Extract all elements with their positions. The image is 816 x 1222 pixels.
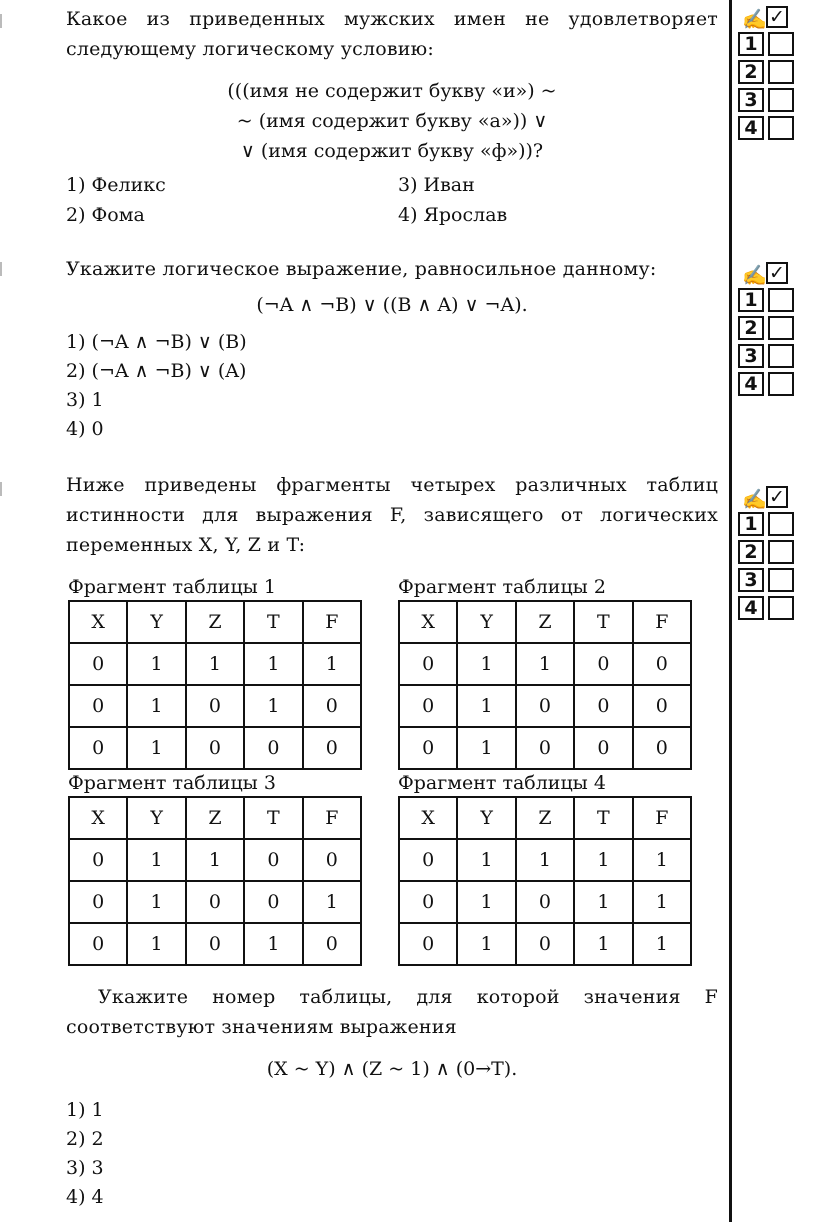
answer-row-4	[738, 116, 802, 144]
option-2[interactable]: 2) 2	[66, 1128, 104, 1150]
table-header-cell: T	[574, 601, 632, 643]
table-cell: 1	[633, 881, 691, 923]
answer-grid-header	[738, 486, 802, 512]
option-1[interactable]: 1) (¬A ∧ ¬B) ∨ (B)	[66, 331, 247, 353]
table-caption: Фрагмент таблицы 4	[398, 772, 606, 794]
option-1[interactable]: 1) 1	[66, 1099, 104, 1121]
table-cell: 1	[633, 923, 691, 965]
table-cell: 0	[574, 727, 632, 769]
answer-number: 1	[738, 32, 764, 56]
truth-table-fragment-2	[398, 576, 692, 770]
truth-table	[68, 796, 362, 966]
table-cell: 1	[516, 643, 574, 685]
answer-checkbox[interactable]	[768, 512, 794, 536]
table-cell: 0	[69, 643, 127, 685]
table-header-cell: F	[633, 797, 691, 839]
answer-number: 2	[738, 60, 764, 84]
table-cell: 0	[186, 923, 244, 965]
table-header-cell: Z	[186, 601, 244, 643]
table-header-cell: Z	[186, 797, 244, 839]
table-cell: 0	[69, 685, 127, 727]
question-1-options	[66, 170, 718, 230]
table-cell: 1	[127, 881, 185, 923]
answer-checkbox[interactable]	[768, 60, 794, 84]
checkbox-icon: ✓	[766, 486, 788, 508]
table-header-cell: X	[69, 797, 127, 839]
table-cell: 0	[69, 923, 127, 965]
margin-mark	[0, 482, 2, 496]
table-header-cell: F	[303, 797, 361, 839]
table-cell: 0	[574, 685, 632, 727]
answer-checkbox[interactable]	[768, 288, 794, 312]
answer-grid-1	[738, 6, 802, 144]
answer-row-1	[738, 512, 802, 540]
option-3[interactable]: 3) 1	[66, 389, 104, 411]
question-3-options	[66, 1096, 718, 1212]
table-cell: 0	[186, 727, 244, 769]
option-3[interactable]: 3) 3	[66, 1157, 104, 1179]
table-cell: 1	[186, 643, 244, 685]
formula-line: (((имя не содержит букву «и») ~	[227, 80, 557, 102]
table-header-cell: Y	[457, 797, 515, 839]
table-cell: 0	[633, 727, 691, 769]
answer-number: 3	[738, 88, 764, 112]
question-3-task	[66, 982, 718, 1212]
answer-number: 4	[738, 116, 764, 140]
question-2-formula: (¬A ∧ ¬B) ∨ ((B ∧ A) ∨ ¬A).	[256, 294, 528, 316]
answer-checkbox[interactable]	[768, 596, 794, 620]
pen-icon: ✍	[742, 263, 767, 287]
table-header-cell: F	[303, 601, 361, 643]
option-4[interactable]: 4) Ярослав	[398, 204, 508, 226]
table-header-cell: Y	[127, 797, 185, 839]
table-header-cell: Y	[127, 601, 185, 643]
table-cell: 0	[399, 643, 457, 685]
table-cell: 0	[633, 685, 691, 727]
table-cell: 0	[69, 881, 127, 923]
table-cell: 1	[127, 685, 185, 727]
answer-row-1	[738, 288, 802, 316]
margin-mark	[0, 14, 2, 28]
question-3	[66, 470, 718, 560]
table-header-cell: T	[244, 797, 302, 839]
table-cell: 1	[633, 839, 691, 881]
table-cell: 0	[186, 881, 244, 923]
answer-number: 1	[738, 512, 764, 536]
answer-number: 2	[738, 540, 764, 564]
answer-checkbox[interactable]	[768, 372, 794, 396]
truth-table-fragment-4	[398, 772, 692, 966]
question-2-text: Укажите логическое выражение, равносильное данному:	[66, 258, 657, 280]
table-cell: 1	[516, 839, 574, 881]
table-cell: 0	[244, 839, 302, 881]
answer-row-2	[738, 60, 802, 88]
question-1-text: Какое из приведенных мужских имен не удовлетворяет следующему логическому условию:	[66, 8, 718, 60]
question-3-formula: (X ~ Y) ∧ (Z ~ 1) ∧ (0→T).	[266, 1058, 518, 1080]
table-cell: 1	[457, 923, 515, 965]
answer-checkbox[interactable]	[768, 116, 794, 140]
margin-divider	[729, 0, 732, 1222]
table-cell: 0	[244, 881, 302, 923]
table-cell: 0	[69, 727, 127, 769]
table-caption: Фрагмент таблицы 1	[68, 576, 276, 598]
answer-number: 4	[738, 596, 764, 620]
table-cell: 0	[399, 923, 457, 965]
checkbox-icon: ✓	[766, 262, 788, 284]
pen-icon: ✍	[742, 487, 767, 511]
option-2[interactable]: 2) (¬A ∧ ¬B) ∨ (A)	[66, 360, 247, 382]
table-cell: 1	[244, 643, 302, 685]
question-3-question: Укажите номер таблицы, для которой значения F соответствуют значениям выражения	[66, 986, 718, 1038]
question-2	[66, 254, 718, 444]
table-header-cell: Z	[516, 601, 574, 643]
table-cell: 0	[399, 727, 457, 769]
truth-table	[398, 796, 692, 966]
answer-checkbox[interactable]	[768, 568, 794, 592]
table-cell: 0	[516, 727, 574, 769]
table-cell: 0	[516, 881, 574, 923]
table-cell: 1	[457, 643, 515, 685]
table-cell: 1	[457, 727, 515, 769]
answer-number: 3	[738, 344, 764, 368]
option-1[interactable]: 1) Феликс	[66, 174, 166, 196]
table-cell: 0	[303, 923, 361, 965]
table-header-cell: X	[69, 601, 127, 643]
question-1	[66, 4, 718, 230]
answer-row-4	[738, 372, 802, 400]
answer-grid-3	[738, 486, 802, 624]
answer-checkbox[interactable]	[768, 344, 794, 368]
table-cell: 1	[127, 923, 185, 965]
table-cell: 1	[457, 685, 515, 727]
answer-checkbox[interactable]	[768, 32, 794, 56]
formula-line: ∨ (имя содержит букву «ф»))?	[240, 140, 544, 162]
table-cell: 1	[127, 643, 185, 685]
option-4[interactable]: 4) 4	[66, 1186, 104, 1208]
table-header-cell: T	[244, 601, 302, 643]
answer-row-1	[738, 32, 802, 60]
question-1-formula	[66, 76, 718, 166]
question-3-text: Ниже приведены фрагменты четырех различных таблиц истинности для выражения F, зависящего от логических переменных X, Y, Z и T:	[66, 474, 718, 556]
answer-checkbox[interactable]	[768, 540, 794, 564]
table-cell: 0	[303, 727, 361, 769]
option-4[interactable]: 4) 0	[66, 418, 104, 440]
table-cell: 0	[303, 685, 361, 727]
margin-mark	[0, 262, 2, 276]
answer-checkbox[interactable]	[768, 316, 794, 340]
table-header-cell: F	[633, 601, 691, 643]
truth-table-fragment-1	[68, 576, 362, 770]
table-header-cell: X	[399, 797, 457, 839]
answer-row-3	[738, 344, 802, 372]
table-cell: 1	[186, 839, 244, 881]
answer-number: 2	[738, 316, 764, 340]
answer-checkbox[interactable]	[768, 88, 794, 112]
table-header-cell: T	[574, 797, 632, 839]
table-caption: Фрагмент таблицы 3	[68, 772, 276, 794]
table-cell: 0	[399, 881, 457, 923]
table-cell: 1	[574, 839, 632, 881]
table-cell: 1	[127, 727, 185, 769]
table-cell: 1	[457, 839, 515, 881]
answer-row-2	[738, 316, 802, 344]
answer-number: 3	[738, 568, 764, 592]
table-cell: 1	[574, 923, 632, 965]
answer-row-4	[738, 596, 802, 624]
answer-row-3	[738, 88, 802, 116]
table-cell: 0	[516, 923, 574, 965]
table-cell: 1	[574, 881, 632, 923]
table-cell: 0	[244, 727, 302, 769]
answer-grid-header	[738, 262, 802, 288]
answer-row-2	[738, 540, 802, 568]
table-cell: 0	[186, 685, 244, 727]
table-cell: 0	[399, 685, 457, 727]
answer-number: 1	[738, 288, 764, 312]
table-cell: 1	[244, 685, 302, 727]
table-cell: 0	[574, 643, 632, 685]
table-header-cell: Z	[516, 797, 574, 839]
table-cell: 1	[303, 881, 361, 923]
table-cell: 0	[303, 839, 361, 881]
table-cell: 1	[303, 643, 361, 685]
table-cell: 0	[516, 685, 574, 727]
answer-grid-header	[738, 6, 802, 32]
table-caption: Фрагмент таблицы 2	[398, 576, 606, 598]
checkbox-icon: ✓	[766, 6, 788, 28]
question-2-options	[66, 328, 718, 444]
truth-table	[398, 600, 692, 770]
table-header-cell: Y	[457, 601, 515, 643]
option-2[interactable]: 2) Фома	[66, 204, 145, 226]
table-header-cell: X	[399, 601, 457, 643]
table-cell: 1	[127, 839, 185, 881]
option-3[interactable]: 3) Иван	[398, 174, 475, 196]
table-cell: 0	[69, 839, 127, 881]
table-cell: 1	[244, 923, 302, 965]
table-cell: 0	[399, 839, 457, 881]
truth-table	[68, 600, 362, 770]
truth-table-fragment-3	[68, 772, 362, 966]
answer-grid-2	[738, 262, 802, 400]
formula-line: ~ (имя содержит букву «а»)) ∨	[236, 110, 548, 132]
answer-row-3	[738, 568, 802, 596]
table-cell: 0	[633, 643, 691, 685]
pen-icon: ✍	[742, 7, 767, 31]
table-cell: 1	[457, 881, 515, 923]
answer-number: 4	[738, 372, 764, 396]
